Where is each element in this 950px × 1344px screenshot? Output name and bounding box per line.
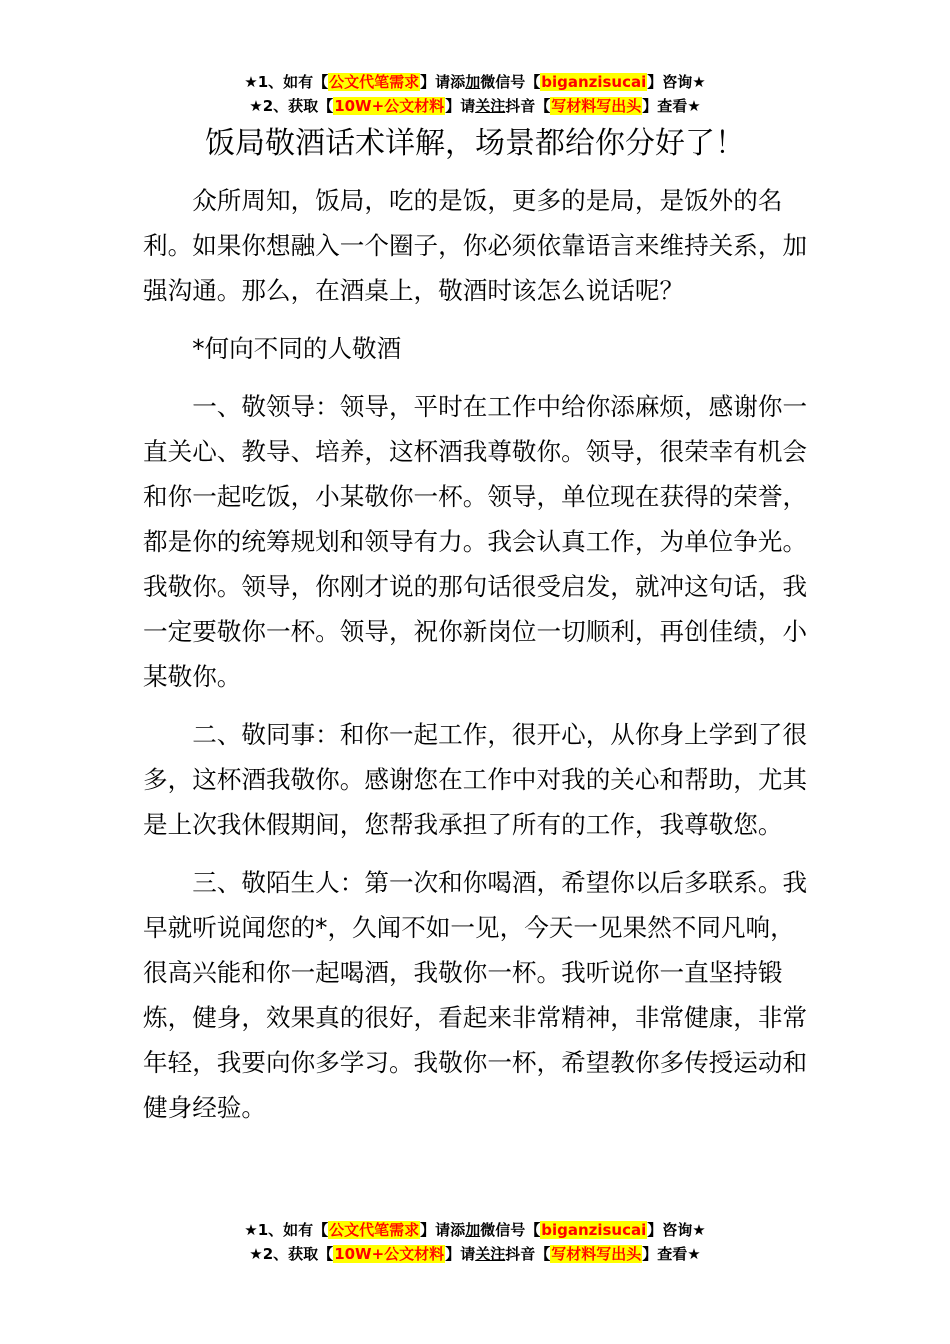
promo-highlight: biganzisucai: [541, 73, 647, 91]
promo-line-1: ★1、如有【公文代笔需求】请添加微信号【biganzisucai】咨询★: [244, 73, 706, 91]
promo-highlight: 写材料写出头: [551, 1245, 642, 1263]
document-title: 饭局敬酒话术详解，场景都给你分好了！: [205, 126, 745, 161]
promo-line-1: ★1、如有【公文代笔需求】请添加微信号【biganzisucai】咨询★: [244, 1221, 706, 1239]
promo-highlight: 写材料写出头: [551, 97, 642, 115]
colleague-toast-paragraph: 二、敬同事：和你一起工作，很开心，从你身上学到了很多，这杯酒我敬你。感谢您在工作中对我的关心和帮助，尤其是上次我休假期间，您帮我承担了所有的工作，我尊敬您。: [143, 720, 808, 839]
leader-toast-paragraph: 一、敬领导：领导，平时在工作中给你添麻烦，感谢你一直关心、教导、培养，这杯酒我尊敬你。领导，很荣幸有机会和你一起吃饭，小某敬你一杯。领导，单位现在获得的荣誉，都是你的统筹规划和领导有力。我会认真工作，为单位争光。我敬你。领导，你刚才说的那句话很受启发，就冲这句话，我一定要敬你一杯。领导，祝你新岗位一切顺利，再创佳绩，小某敬你。: [143, 392, 808, 691]
document-body: [143, 178, 811, 1143]
promo-highlight: 公文代笔需求: [329, 1221, 420, 1239]
promo-highlight: 10W+公文材料: [334, 97, 445, 115]
section-heading: *何向不同的人敬酒: [192, 334, 402, 363]
promo-highlight: 10W+公文材料: [334, 1245, 445, 1263]
promo-line-2: ★2、获取【10W+公文材料】请关注抖音【写材料写出头】查看★: [249, 1245, 701, 1263]
promo-line-2: ★2、获取【10W+公文材料】请关注抖音【写材料写出头】查看★: [249, 97, 701, 115]
intro-paragraph: 众所周知，饭局，吃的是饭，更多的是局，是饭外的名利。如果你想融入一个圈子，你必须依靠语言来维持关系，加强沟通。那么，在酒桌上，敬酒时该怎么说话呢？: [143, 186, 808, 305]
stranger-toast-paragraph: 三、敬陌生人：第一次和你喝酒，希望你以后多联系。我早就听说闻您的*，久闻不如一见，今天一见果然不同凡响，很高兴能和你一起喝酒，我敬你一杯。我听说你一直坚持锻炼，健身，效果真的很好，看起来非常精神，非常健康，非常年轻，我要向你多学习。我敬你一杯，希望教你多传授运动和健身经验。: [143, 868, 808, 1122]
promo-highlight: 公文代笔需求: [329, 73, 420, 91]
footer-promo-banner: [0, 1218, 950, 1266]
promo-highlight: biganzisucai: [541, 1221, 647, 1239]
header-promo-banner: [0, 70, 950, 118]
